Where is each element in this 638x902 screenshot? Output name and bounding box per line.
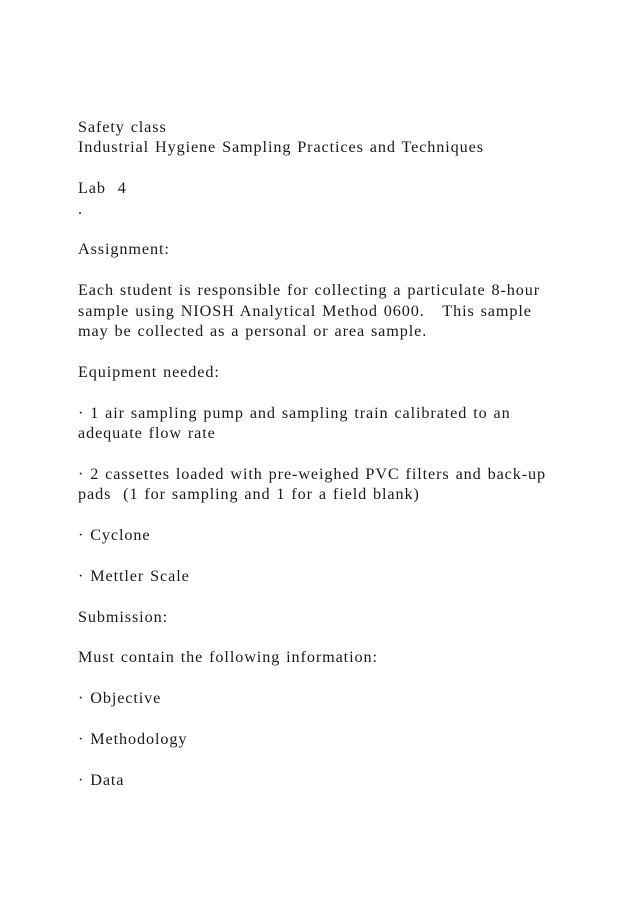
equipment-item: · Cyclone bbox=[78, 526, 151, 545]
spacer bbox=[78, 341, 578, 361]
submission-item: · Objective bbox=[78, 689, 162, 708]
submission-intro: Must contain the following information: bbox=[78, 648, 378, 667]
assignment-text-line: sample using NIOSH Analytical Method 0600. This sample bbox=[78, 301, 532, 320]
course-title: Industrial Hygiene Sampling Practices and Techniques bbox=[78, 138, 484, 157]
equipment-heading: Equipment needed: bbox=[78, 362, 220, 381]
equipment-item: · 1 air sampling pump and sampling train calibrated to an bbox=[78, 403, 511, 422]
equipment-item: · 2 cassettes loaded with pre-weighed PVC filters and back-up bbox=[78, 464, 547, 483]
submission-heading: Submission: bbox=[78, 607, 168, 626]
equipment-item-continuation: pads (1 for sampling and 1 for a field blank) bbox=[78, 485, 420, 504]
equipment-item: · Mettler Scale bbox=[78, 566, 190, 585]
equipment-item-continuation: adequate flow rate bbox=[78, 424, 216, 443]
spacer bbox=[78, 382, 578, 402]
spacer bbox=[78, 545, 578, 565]
assignment-text-line: Each student is responsible for collecting a particulate 8-hour bbox=[78, 281, 541, 300]
spacer bbox=[78, 443, 578, 463]
lab-title: Lab 4 bbox=[78, 179, 127, 198]
spacer bbox=[78, 505, 578, 525]
document-body bbox=[78, 117, 578, 790]
spacer bbox=[78, 158, 578, 178]
submission-item: · Data bbox=[78, 770, 125, 789]
submission-item: · Methodology bbox=[78, 730, 188, 748]
assignment-text-line: may be collected as a personal or area sample. bbox=[78, 322, 428, 341]
assignment-heading: Assignment: bbox=[78, 240, 170, 259]
spacer bbox=[78, 668, 578, 688]
spacer bbox=[78, 260, 578, 280]
spacer bbox=[78, 586, 578, 606]
spacer bbox=[78, 749, 578, 769]
course-name: Safety class bbox=[78, 118, 167, 136]
spacer bbox=[78, 627, 578, 647]
spacer bbox=[78, 219, 578, 239]
lab-marker: . bbox=[78, 199, 83, 218]
spacer bbox=[78, 709, 578, 729]
